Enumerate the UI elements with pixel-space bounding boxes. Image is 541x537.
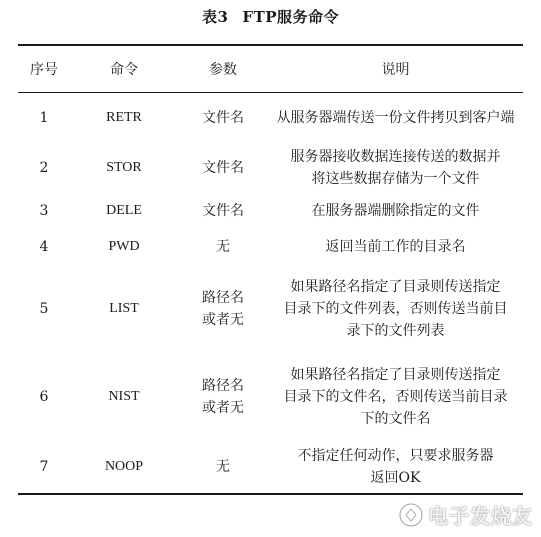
row-id: 7 <box>18 441 70 494</box>
table-caption <box>0 6 541 27</box>
table-row <box>18 229 523 265</box>
header-command: 命令 <box>70 45 178 93</box>
param-line: 文件名 <box>202 203 244 219</box>
row-params <box>178 353 268 441</box>
param-line: 路径名 <box>202 290 244 306</box>
row-command: LIST <box>109 301 139 316</box>
row-command: NOOP <box>70 441 178 494</box>
table-number: 表3 <box>201 8 229 26</box>
table-row <box>18 193 523 229</box>
row-command: DELE <box>106 203 142 218</box>
description-line: 如果路径名指定了目录则传送指定 <box>290 279 501 295</box>
row-command: STOR <box>106 160 142 175</box>
param-line: 或者无 <box>202 400 244 416</box>
row-id: 6 <box>39 389 49 405</box>
row-description <box>268 441 523 494</box>
description-line: 录下的文件列表 <box>346 323 445 339</box>
description-line: 从服务器端传送一份文件拷贝到客户端 <box>276 110 515 126</box>
header-params: 参数 <box>178 45 268 93</box>
param-line: 无 <box>216 459 230 475</box>
param-line: 或者无 <box>202 312 244 328</box>
brand-logo-icon <box>398 502 424 528</box>
ftp-command-table <box>18 44 523 495</box>
table-row <box>18 93 523 144</box>
row-command: RETR <box>106 110 142 125</box>
row-command: PWD <box>108 239 140 254</box>
row-command: NIST <box>108 389 140 404</box>
row-id: 3 <box>39 203 49 219</box>
description-line: 服务器接收数据连接传送的数据并 <box>290 149 501 165</box>
row-id: 4 <box>39 239 49 255</box>
row-params <box>178 193 268 229</box>
description-line: 如果路径名指定了目录则传送指定 <box>290 367 501 383</box>
row-id: 5 <box>39 301 49 317</box>
header-id: 序号 <box>18 45 70 93</box>
header-description: 说明 <box>268 45 523 93</box>
description-line: 目录下的文件列表，否则传送当前目 <box>283 301 508 317</box>
description-line: 将这些数据存储为一个文件 <box>311 171 480 187</box>
table-row <box>18 143 523 193</box>
table-row <box>18 265 523 353</box>
param-line: 路径名 <box>202 378 244 394</box>
description-line: 目录下的文件名，否则传送当前目录 <box>283 389 508 405</box>
row-description <box>268 143 523 193</box>
description-line: 在服务器端删除指定的文件 <box>311 203 480 219</box>
description-line: 返回当前工作的目录名 <box>325 239 466 255</box>
table-title: FTP服务命令 <box>242 8 340 26</box>
row-params <box>178 143 268 193</box>
site-watermark <box>398 500 533 529</box>
table-row <box>18 353 523 441</box>
description-line: 不指定任何动作，只要求服务器 <box>297 448 494 464</box>
row-id: 1 <box>39 110 49 126</box>
row-params <box>178 93 268 144</box>
row-description <box>268 193 523 229</box>
table-header-row <box>18 45 523 93</box>
row-params <box>178 229 268 265</box>
row-description <box>268 265 523 353</box>
description-line: 下的文件名 <box>360 411 431 427</box>
row-params <box>178 441 268 494</box>
param-line: 无 <box>216 239 230 255</box>
row-description <box>268 353 523 441</box>
param-line: 文件名 <box>202 110 244 126</box>
row-description <box>268 229 523 265</box>
param-line: 文件名 <box>202 160 244 176</box>
row-params <box>178 265 268 353</box>
row-description <box>268 93 523 144</box>
description-line: 返回OK <box>370 470 421 486</box>
table-row <box>18 441 523 494</box>
row-id: 2 <box>39 160 49 176</box>
watermark-text: 电子发烧友 <box>428 504 533 528</box>
